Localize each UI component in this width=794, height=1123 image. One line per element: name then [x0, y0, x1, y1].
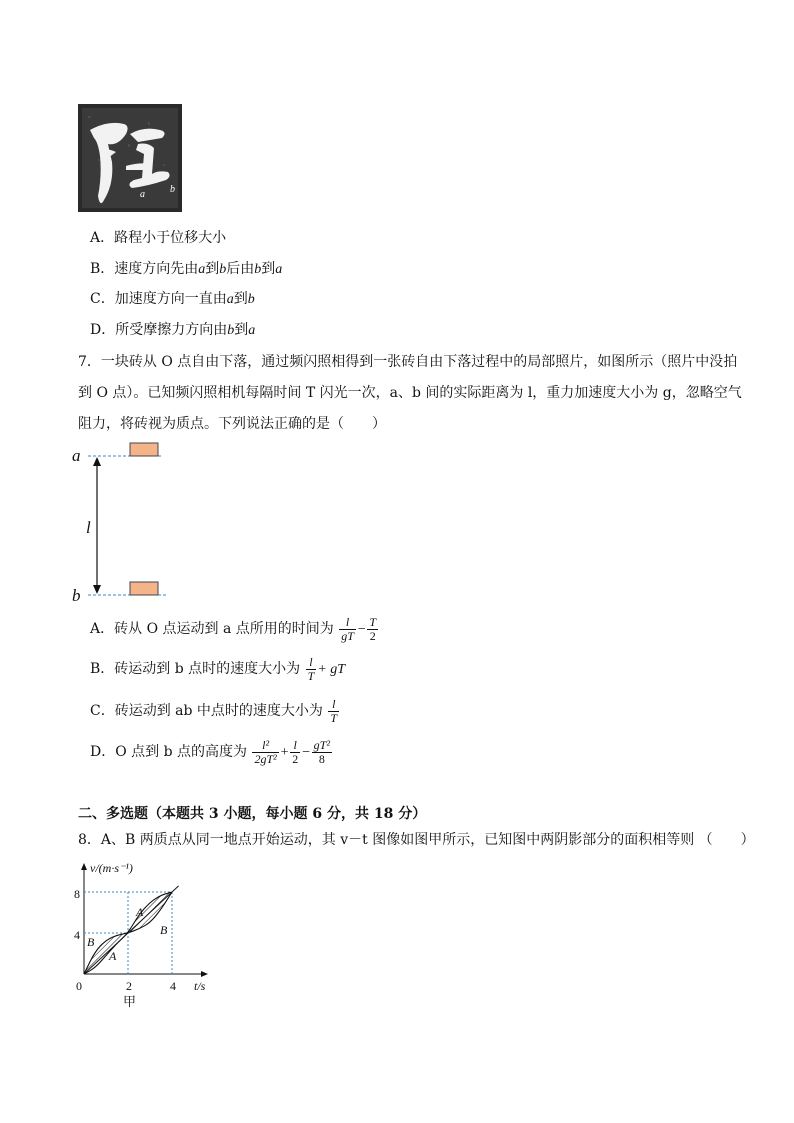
brick-top [130, 443, 158, 456]
option-text: 砖从 O 点运动到 a 点所用的时间为 [114, 621, 334, 637]
math-expression: + gT [317, 662, 346, 677]
q7-brick-figure [66, 438, 176, 608]
x-axis-arrow [201, 971, 208, 977]
x-tick-4: 4 [170, 979, 176, 993]
fraction: $\frac{\text{gT²}}{8}$ [313, 737, 330, 766]
option-label: C． [90, 703, 115, 719]
option-text: 所受摩擦力方向由 [115, 322, 228, 338]
option-text: 路程小于位移大小 [114, 230, 227, 246]
curve-label-a-lower: A [109, 949, 117, 963]
option-label: D． [90, 744, 116, 760]
option-text: 砖运动到 b 点时的速度大小为 [114, 661, 301, 677]
option-text: 加速度方向一直由 [114, 291, 227, 307]
fraction: $\frac{l}{T}$ [307, 654, 315, 683]
fraction: $\frac{l}{T}$ [330, 696, 338, 725]
q7-option-d[interactable] [90, 737, 333, 768]
graph-caption: 甲 [123, 994, 137, 1009]
operator: − [356, 622, 367, 637]
fraction: $\frac{l}{2}$ [292, 737, 299, 766]
operator: + [279, 745, 290, 760]
option-text: O 点到 b 点的高度为 [115, 744, 248, 760]
x-axis-label: t/s [194, 979, 206, 993]
q8-vt-graph [70, 856, 220, 1016]
fraction: $\frac{l}{gT}$ [341, 614, 354, 643]
math-var: a [198, 262, 206, 277]
calligraphy-label-b: b [170, 184, 175, 195]
option-text: 到 [234, 322, 249, 338]
fraction: $\frac{\text{l²}}{\text{2gT²}}$ [254, 737, 277, 766]
y-tick-8: 8 [74, 887, 80, 901]
q6-option-c[interactable] [90, 289, 255, 310]
math-var: b [254, 262, 262, 277]
y-axis-arrow [81, 863, 87, 870]
math-var: b [227, 323, 235, 338]
q7-stem-line3: 阻力，将砖视为质点。下列说法正确的是（ ） [78, 416, 386, 432]
math-var: a [226, 292, 234, 307]
y-tick-4: 4 [74, 928, 80, 942]
operator: − [301, 745, 311, 760]
q6-option-a[interactable] [90, 228, 226, 248]
q6-option-d[interactable] [90, 320, 255, 341]
math-var: a [275, 262, 283, 277]
option-text: 到 [261, 261, 276, 277]
q8-stem: 8．A、B 两质点从同一地点开始运动，其 v－t 图像如图甲所示，已知图中两阴影部分的面积相等则 （ ） [78, 832, 755, 848]
math-var: b [247, 292, 255, 307]
q6-option-b[interactable] [90, 259, 282, 280]
x-tick-2: 2 [126, 979, 132, 993]
q7-option-a[interactable] [90, 614, 379, 645]
option-label: A． [90, 230, 115, 246]
curve-label-a-upper: A [136, 905, 144, 919]
option-label: B． [90, 261, 115, 277]
q7-option-c[interactable] [90, 696, 340, 726]
curve-label-b-right: B [160, 923, 168, 937]
option-text: 速度方向先由 [114, 261, 199, 277]
option-text: 到 [205, 261, 220, 277]
q7-option-b[interactable] [90, 654, 345, 685]
fraction: $\frac{T}{2}$ [369, 614, 377, 643]
q7-stem-line1: 7．一块砖从 O 点自由下落，通过频闪照相得到一张砖自由下落过程中的局部照片，如图所示（照片中没拍 [78, 354, 738, 370]
option-text: 后由 [226, 261, 255, 277]
math-var: b [219, 262, 227, 277]
brick-bottom [130, 582, 158, 595]
option-label: B． [90, 661, 115, 677]
calligraphy-label-a: a [140, 189, 145, 200]
option-label: C． [90, 291, 115, 307]
x-tick-0: 0 [76, 979, 82, 993]
label-b: b [72, 586, 81, 605]
label-l: l [86, 518, 91, 537]
option-text: 砖运动到 ab 中点时的速度大小为 [114, 703, 323, 719]
option-label: A． [90, 621, 115, 637]
y-axis-label: v/(m·s⁻¹) [90, 861, 133, 875]
option-label: D． [90, 322, 116, 338]
math-var: a [248, 323, 256, 338]
calligraphy-image [78, 104, 182, 212]
section-heading: 二、多选题（本题共 3 小题，每小题 6 分，共 18 分） [78, 806, 427, 822]
label-a: a [72, 446, 81, 465]
curve-label-b-left: B [87, 935, 95, 949]
option-text: 到 [233, 291, 248, 307]
q7-stem-line2: 到 O 点）。已知频闪照相机每隔时间 T 闪光一次，a、b 间的实际距离为 l，重力加速度大小为 g，忽略空气 [78, 385, 742, 401]
calligraphy-figure [78, 104, 182, 212]
